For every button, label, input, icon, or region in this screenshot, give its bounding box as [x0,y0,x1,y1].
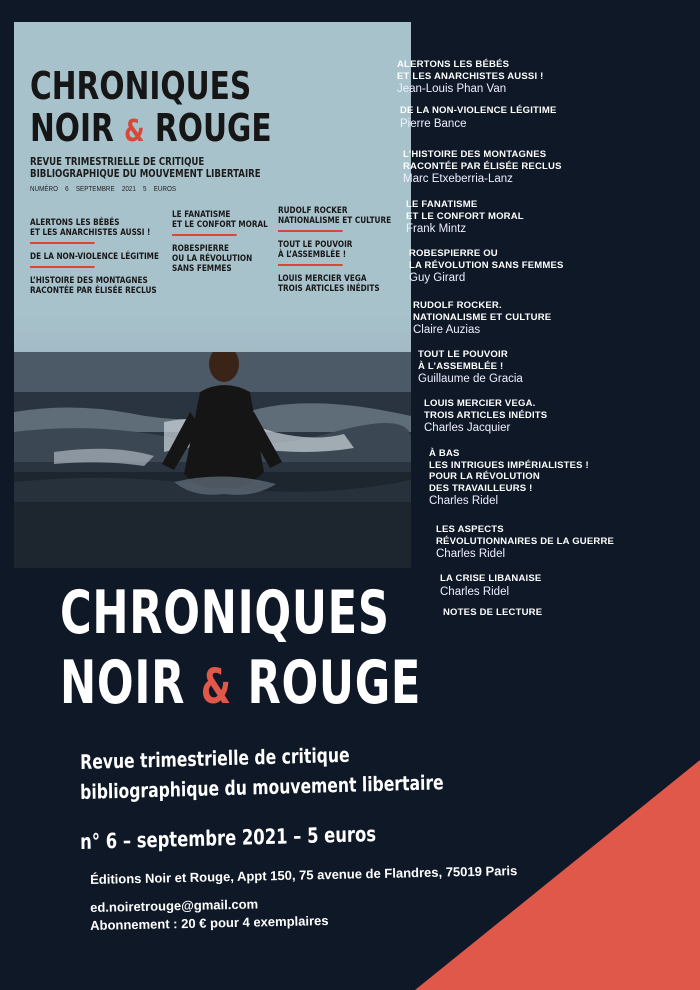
toc-author: Guy Girard [409,272,466,284]
toc-author: Charles Jacquier [424,422,511,434]
issue-line: n° 6 – septembre 2021 – 5 euros [80,822,377,854]
cover-entry [278,206,391,232]
publisher-address: Éditions Noir et Rouge, Appt 150, 75 avenue de Flandres, 75019 Paris [90,863,518,887]
toc-author: Guillaume de Gracia [418,373,523,385]
cover-meta-price: 5 EUROS [143,186,177,193]
tagline-line1: Revue trimestrielle de critique [80,742,350,774]
toc-title-line: RÉVOLUTIONNAIRES DE LA GUERRE [436,535,615,547]
cover-title-line2 [30,106,272,150]
red-divider [278,230,343,232]
cover-column-3 [278,206,391,302]
red-divider [30,242,95,244]
cover-entry-line: L’HISTOIRE DES MONTAGNES [30,276,148,286]
toc-title-line: LES INTRIGUES IMPÉRIALISTES ! [429,459,589,471]
toc-author: Pierre Bance [400,117,467,130]
cover-meta-number: NUMÉRO 6 [30,186,69,193]
cover-entry-line: DE LA NON-VIOLENCE LÉGITIME [30,252,159,262]
cover-entry-line: TOUT LE POUVOIR [278,240,353,250]
main-title-line2 [60,648,421,718]
red-divider [172,234,237,236]
cover-entry-line: ET LES ANARCHISTES AUSSI ! [30,228,151,238]
toc-author: Charles Ridel [429,495,499,507]
cover-entry [278,240,391,266]
cover-entry-line: LOUIS MERCIER VEGA [278,274,367,284]
cover-meta [30,186,176,193]
toc-entry [418,349,523,386]
cover-subtitle-line2: BIBLIOGRAPHIQUE DU MOUVEMENT LIBERTAIRE [30,168,261,180]
contact-email[interactable]: ed.noiretrouge@gmail.com [90,896,259,915]
cover-entry [30,252,159,268]
toc-title-line: ET LES ANARCHISTES AUSSI ! [397,70,544,82]
cover-subtitle-line1: REVUE TRIMESTRIELLE DE CRITIQUE [30,156,205,168]
cover-entry [30,218,159,244]
cover-entry [30,276,159,296]
toc-title-line: LE FANATISME [406,199,478,210]
toc-title-line: POUR LA RÉVOLUTION [429,471,540,482]
toc-author: Marc Etxeberria-Lanz [403,173,513,185]
toc-entry [436,524,614,561]
cover-entry [172,244,268,274]
toc-entry [429,448,589,508]
toc-entry [443,607,542,619]
toc-title-line: NOTES DE LECTURE [443,607,543,618]
cover-entry-line: À L’ASSEMBLÉE ! [278,250,347,260]
toc-title-line: NATIONALISME ET CULTURE [413,311,552,323]
cover-thumbnail [14,22,411,568]
toc-title-line: RACONTÉE PAR ÉLISÉE RECLUS [403,160,562,172]
main-title-amp: & [200,659,232,715]
toc-title-line: TROIS ARTICLES INÉDITS [424,409,548,421]
toc-title-line: ET LE CONFORT MORAL [406,210,524,222]
toc-entry [403,149,562,186]
cover-entry-line: OU LA RÉVOLUTION [172,254,253,264]
main-title-rouge: ROUGE [247,648,422,718]
subscription-info: Abonnement : 20 € pour 4 exemplaires [90,913,329,933]
cover-entry [278,274,391,294]
cover-meta-date: SEPTEMBRE 2021 [75,186,136,193]
red-divider [30,266,95,268]
toc-entry [400,105,557,131]
toc-title-line: LES ASPECTS [436,524,504,535]
red-divider [278,264,343,266]
cover-photo [14,352,411,568]
toc-entry [413,300,551,337]
cover-title-rouge: ROUGE [154,106,272,150]
main-title-line1: CHRONIQUES [60,578,390,648]
toc-entry [424,398,547,435]
cover-entry-line: SANS FEMMES [172,264,232,274]
cover-entry-line: RACONTÉE PAR ÉLISÉE RECLUS [30,286,157,296]
tagline-line2: bibliographique du mouvement libertaire [80,770,444,804]
cover-entry-line: RUDOLF ROCKER [278,206,348,216]
cover-entry-line: ALERTONS LES BÉBÉS [30,218,120,228]
toc-entry [397,59,543,96]
toc-author: Jean-Louis Phan Van [397,83,507,95]
toc-title-line: LA RÉVOLUTION SANS FEMMES [409,259,564,271]
cover-title-line1: CHRONIQUES [30,64,252,108]
toc-title-line: RUDOLF ROCKER. [413,300,502,311]
toc-title-line: ROBESPIERRE OU [409,248,498,259]
cover-entry-line: NATIONALISME ET CULTURE [278,216,392,226]
toc-title-line: DE LA NON-VIOLENCE LÉGITIME [400,105,557,116]
toc-title-line: À L’ASSEMBLÉE ! [418,360,504,372]
cover-entry-line: LE FANATISME [172,210,231,220]
toc-author: Frank Mintz [406,223,467,235]
cover-title-noir: NOIR [30,106,114,150]
toc-title-line: À BAS [429,448,460,459]
toc-entry [406,199,524,236]
toc-title-line: DES TRAVAILLEURS ! [429,482,533,494]
cover-subtitle [30,156,261,180]
main-title-noir: NOIR [60,648,186,718]
cover-entry-line: ET LE CONFORT MORAL [172,220,268,230]
toc-title-line: LOUIS MERCIER VEGA. [424,398,536,409]
toc-entry [440,573,541,599]
toc-author: Charles Ridel [440,585,510,598]
toc-title-line: ALERTONS LES BÉBÉS [397,59,510,70]
cover-title-amp: & [124,114,145,149]
toc-title-line: L’HISTOIRE DES MONTAGNES [403,149,547,160]
toc-entry [409,248,564,285]
cover-entry-line: TROIS ARTICLES INÉDITS [278,284,380,294]
toc-title-line: TOUT LE POUVOIR [418,349,508,360]
toc-author: Claire Auzias [413,324,481,336]
cover-column-1 [30,218,159,304]
cover-entry [172,210,268,236]
toc-author: Charles Ridel [436,548,506,560]
toc-title-line: LA CRISE LIBANAISE [440,573,542,584]
cover-entry-line: ROBESPIERRE [172,244,229,254]
cover-column-2 [172,210,268,282]
